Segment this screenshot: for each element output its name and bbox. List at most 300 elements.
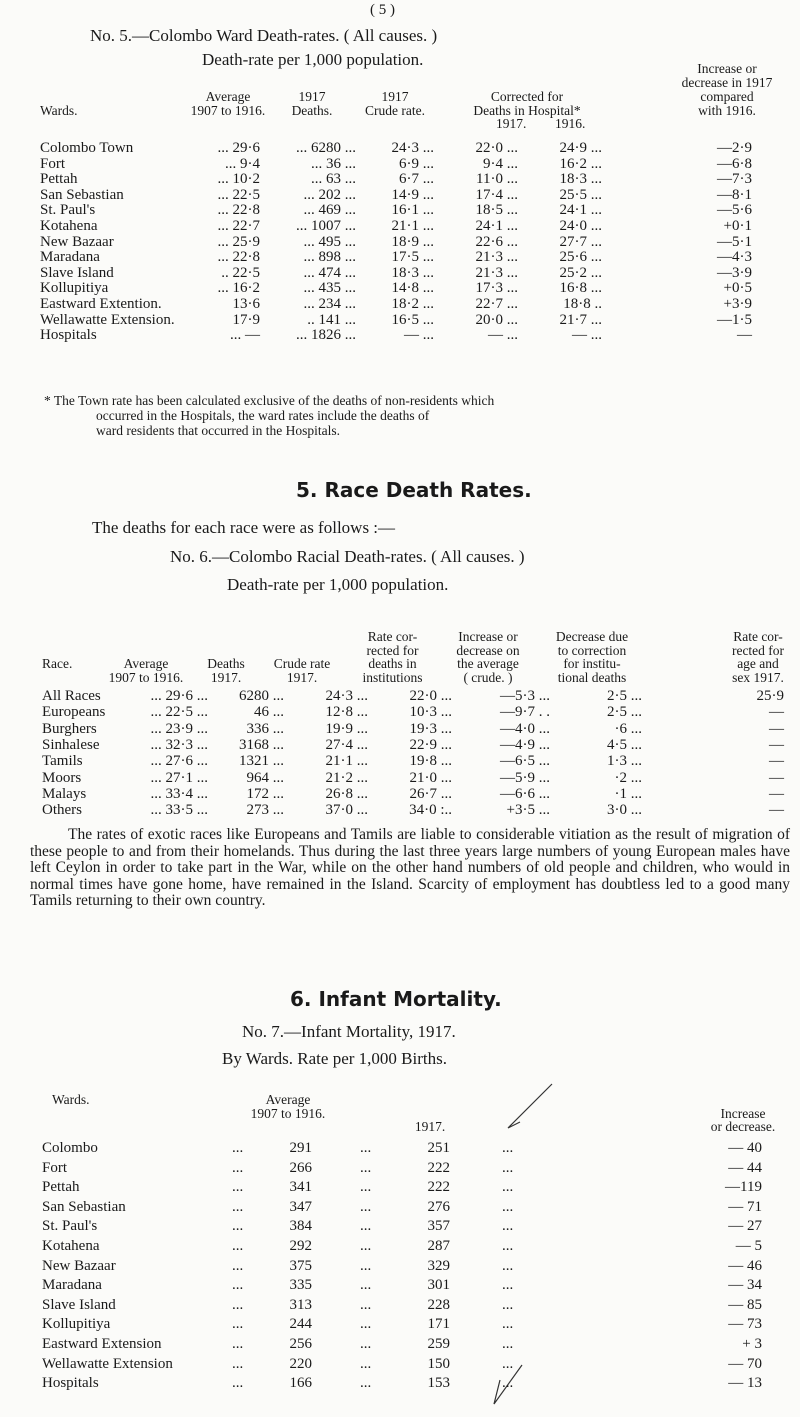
table5-average: ... 22·7: [217, 218, 260, 234]
table6-increase: —6·6 ...: [500, 785, 550, 802]
table5-average: ... —: [230, 327, 260, 344]
race-paragraph: The rates of exotic races like Europeans and Tamils are liable to considerable vitiation as the result of migration of these people to and from their homelands. Thus during the last three years large numbers of young European males have left Ceylon in order to take part in the War, while on the other hand numbers of old people and children, who would in normal times have gone home, have remained in the Island. Scarcity of employment has doubtless led to a good many Tamils returning to their own country.: [30, 826, 790, 909]
table6-decrease: 1·3 ...: [607, 753, 642, 770]
table6-average: ... 33·4 ...: [150, 785, 208, 802]
table6-race-name: Moors: [42, 769, 82, 786]
table5-crude-rate: 6·7 ...: [399, 171, 434, 188]
table5-ward-name: Eastward Extention.: [40, 296, 162, 312]
table7-dots: ...: [360, 1316, 372, 1333]
table6-corrected: 22·0 ...: [409, 688, 452, 704]
table7-dots: ...: [232, 1198, 244, 1215]
table5-head-crude: Crude rate.: [365, 103, 425, 118]
table7-dots: ...: [232, 1277, 244, 1294]
table6-age-sex-rate: —: [769, 753, 784, 770]
table7-dots: ...: [232, 1375, 244, 1392]
table7-head-decrease: or decrease.: [710, 1119, 776, 1134]
table7-dots: ...: [502, 1296, 514, 1313]
table7-ward-name: Kotahena: [42, 1238, 100, 1254]
table6-increase: —6·5 ...: [500, 753, 550, 770]
table5-deaths: ... 202 ...: [303, 186, 356, 203]
table6-head-dec-4: tional deaths: [557, 670, 627, 685]
table5-corrected-1917: 17·4 ...: [475, 186, 518, 203]
table7-average: 220: [289, 1355, 312, 1372]
table6-age-sex-rate: —: [769, 769, 784, 786]
table6-head-average-years: 1907 to 1916.: [108, 670, 184, 685]
table7-subcaption: By Wards. Rate per 1,000 Births.: [222, 1049, 447, 1068]
table5-average: ... 22·5: [217, 186, 260, 203]
table6-head-race: Race.: [42, 656, 73, 671]
table7-average: 347: [289, 1198, 312, 1215]
table6-head-age-2: rected for: [731, 643, 785, 658]
table6-age-sex-rate: —: [769, 802, 784, 819]
table6-corrected: 19·3 ...: [409, 720, 452, 737]
table6-increase: —5·3 ...: [500, 688, 550, 704]
table7-dots: ...: [232, 1159, 244, 1176]
table6-head-age-3: age and: [737, 656, 779, 671]
table5-deaths: .. 141 ...: [307, 311, 356, 328]
table7-ward-name: Wellawatte Extension: [42, 1355, 173, 1372]
table6-head-inc-4: ( crude. ): [463, 670, 513, 685]
table7-head-average: Average: [265, 1092, 311, 1107]
table6-head-corr-4: institutions: [362, 670, 423, 685]
table7-dots: ...: [502, 1218, 514, 1235]
table7-change: —119: [725, 1179, 762, 1196]
table5-footnote-line1: * The Town rate has been calculated exclusive of the deaths of non-residents which: [44, 393, 495, 408]
table5-crude-rate: 17·5 ...: [391, 249, 434, 266]
table5-change: —7·3: [717, 171, 752, 188]
table5-average: ... 9·4: [225, 155, 260, 172]
table5-corrected-1917: 21·3 ...: [475, 249, 518, 266]
table7-dots: ...: [360, 1140, 372, 1156]
table7-dots: ...: [360, 1238, 372, 1254]
table5-corrected-1916: 25·5 ...: [559, 186, 602, 203]
table7-ward-name: New Bazaar: [42, 1257, 116, 1274]
table5-head-corr-1917: 1917.: [496, 116, 527, 131]
table5-change: —6·8: [717, 155, 752, 172]
table7-head-average-years: 1907 to 1916.: [250, 1106, 326, 1121]
table6-race-name: All Races: [42, 688, 101, 704]
table6-head-dec-1: Decrease due: [555, 629, 629, 644]
table7-dots: ...: [502, 1198, 514, 1215]
table5-corrected-1917: 18·5 ...: [475, 202, 518, 219]
table5-deaths: ... 435 ...: [303, 280, 356, 297]
table5-change: —5·6: [717, 202, 752, 219]
table7-ward-name: Slave Island: [42, 1296, 116, 1313]
table7-change: — 70: [728, 1355, 762, 1372]
table6-increase: —4·9 ...: [500, 736, 550, 753]
table6-deaths: 6280 ...: [239, 688, 284, 704]
table7-average: 256: [289, 1336, 312, 1352]
table7-ward-name: San Sebastian: [42, 1198, 126, 1215]
table5-crude-rate: 18·2 ...: [391, 296, 434, 312]
table7-head-1917: 1917.: [414, 1119, 446, 1134]
table5-corrected-1916: 25·2 ...: [559, 264, 602, 281]
table6-corrected: 10·3 ...: [409, 704, 452, 721]
table7-dots: ...: [502, 1179, 514, 1196]
table7-dots: ...: [360, 1257, 372, 1274]
table5-change: —3·9: [717, 264, 752, 281]
table5-deaths: ... 474 ...: [303, 264, 356, 281]
table6-race-name: Tamils: [42, 753, 83, 770]
table7-dots: ...: [232, 1140, 244, 1156]
table7-dots: ...: [360, 1159, 372, 1176]
table7-change: — 46: [728, 1257, 762, 1274]
section5-heading: 5. Race Death Rates.: [296, 478, 532, 502]
table7-change: — 73: [728, 1316, 762, 1333]
table7-dots: ...: [360, 1179, 372, 1196]
table7-ward-name: Eastward Extension: [42, 1336, 162, 1352]
table5-corrected-1917: 21·3 ...: [475, 264, 518, 281]
table7-1917: 259: [427, 1336, 450, 1352]
table6-crude: 37·0 ...: [325, 802, 368, 819]
table5-head-crude-year: 1917: [381, 89, 409, 104]
table6-age-sex-rate: —: [769, 736, 784, 753]
table5-average: .. 22·5: [221, 264, 260, 281]
table5-deaths: ... 36 ...: [311, 155, 356, 172]
table5-deaths: ... 1007 ...: [296, 218, 356, 234]
table7-ward-name: St. Paul's: [42, 1218, 98, 1235]
table7-average: 166: [289, 1375, 312, 1392]
table7-1917: 150: [427, 1355, 450, 1372]
table5-footnote-line3: ward residents that occurred in the Hospitals.: [96, 423, 341, 438]
table5-crude-rate: 18·3 ...: [391, 264, 434, 281]
table6-head-average: Average: [123, 656, 169, 671]
table6-crude: 21·2 ...: [325, 769, 368, 786]
table6-head-inc-3: the average: [457, 656, 519, 671]
table6-crude: 21·1 ...: [325, 753, 368, 770]
table7-head-wards: Wards.: [52, 1092, 90, 1107]
table5-crude-rate: 24·3 ...: [391, 140, 434, 156]
table6-deaths: 336 ...: [246, 720, 284, 737]
table5-ward-name: Kollupitiya: [40, 280, 109, 297]
table5-deaths: ... 469 ...: [303, 202, 356, 219]
table6-subcaption: Death-rate per 1,000 population.: [227, 575, 449, 594]
table5-change: —: [737, 327, 752, 344]
section6-heading: 6. Infant Mortality.: [290, 987, 502, 1011]
table6-crude: 27·4 ...: [325, 736, 368, 753]
table5-ward-name: Wellawatte Extension.: [40, 311, 175, 328]
table6-corrected: 26·7 ...: [409, 785, 452, 802]
table6-age-sex-rate: 25·9: [756, 688, 784, 704]
table6-average: ... 27·6 ...: [150, 753, 208, 770]
table6-average: ... 27·1 ...: [150, 769, 208, 786]
table7-caption: No. 7.—Infant Mortality, 1917.: [242, 1022, 456, 1041]
table5-corrected-1917: 22·7 ...: [475, 296, 518, 312]
table6-deaths: 1321 ...: [239, 753, 284, 770]
table5-change: +0·5: [723, 280, 752, 297]
table6-head-dec-2: to correction: [557, 643, 627, 658]
table6-increase: —5·9 ...: [500, 769, 550, 786]
table6-increase: +3·5 ...: [506, 802, 550, 819]
table5-head-average-years: 1907 to 1916.: [190, 103, 266, 118]
table6-age-sex-rate: —: [769, 704, 784, 721]
table6-head-deaths: Deaths: [207, 656, 245, 671]
table7-ward-name: Kollupitiya: [42, 1316, 111, 1333]
table6-decrease: ·6 ...: [614, 720, 642, 737]
table7-average: 292: [289, 1238, 312, 1254]
table5-crude-rate: 14·8 ...: [391, 280, 434, 297]
table5-head-average: Average: [205, 89, 251, 104]
table6-crude: 12·8 ...: [325, 704, 368, 721]
table7-1917: 153: [427, 1375, 450, 1392]
table5-deaths: ... 234 ...: [303, 296, 356, 312]
table5-corrected-1917: — ...: [488, 327, 518, 344]
table6-crude: 24·3 ...: [325, 688, 368, 704]
table6-race-name: Malays: [42, 785, 87, 802]
table5-ward-name: Slave Island: [40, 264, 114, 281]
table5-head-deaths-year: 1917: [298, 89, 326, 104]
table5-corrected-1917: 22·6 ...: [475, 233, 518, 250]
table5-head-corrected: Corrected for: [490, 89, 564, 104]
table5-head-compared: compared: [700, 89, 754, 104]
table7-dots: ...: [502, 1336, 514, 1352]
table7-average: 266: [289, 1159, 312, 1176]
table7-dots: ...: [232, 1355, 244, 1372]
table5-change: —1·5: [717, 311, 752, 328]
table5-ward-name: Pettah: [40, 171, 78, 188]
table7-dots: ...: [232, 1316, 244, 1333]
table7-change: — 27: [728, 1218, 762, 1235]
table7-1917: 287: [427, 1238, 450, 1254]
table7-1917: 222: [427, 1159, 450, 1176]
table5-deaths: ... 1826 ...: [296, 327, 356, 344]
table7-head-increase: Increase: [720, 1106, 766, 1121]
table5-average: 13·6: [232, 296, 260, 312]
table7-dots: ...: [232, 1296, 244, 1313]
table7-average: 341: [289, 1179, 312, 1196]
table6-average: ... 23·9 ...: [150, 720, 208, 737]
table7-dots: ...: [502, 1159, 514, 1176]
table6-decrease: 2·5 ...: [607, 688, 642, 704]
table7-average: 384: [289, 1218, 312, 1235]
table5-corrected-1916: 16·8 ...: [559, 280, 602, 297]
table6-caption: No. 6.—Colombo Racial Death-rates. ( All causes. ): [170, 547, 525, 566]
table7-1917: 228: [427, 1296, 450, 1313]
table5-head-wards: Wards.: [40, 103, 78, 118]
table7-change: — 85: [728, 1296, 762, 1313]
table5-corrected-1917: 22·0 ...: [475, 140, 518, 156]
table5-corrected-1916: 24·0 ...: [559, 218, 602, 234]
table7-dots: ...: [232, 1336, 244, 1352]
table7-ward-name: Maradana: [42, 1277, 102, 1294]
table7-dots: ...: [502, 1257, 514, 1274]
table6-head-deaths-year: 1917.: [210, 670, 242, 685]
table6-head-corr-3: deaths in: [368, 656, 417, 671]
table5-corrected-1916: 18·3 ...: [559, 171, 602, 188]
table5-corrected-1917: 20·0 ...: [475, 311, 518, 328]
table6-deaths: 964 ...: [246, 769, 284, 786]
table6-head-corr-1: Rate cor-: [367, 629, 418, 644]
table7-dots: ...: [360, 1375, 372, 1392]
table6-head-age-4: sex 1917.: [732, 670, 784, 685]
table6-age-sex-rate: —: [769, 785, 784, 802]
table6-decrease: 4·5 ...: [607, 736, 642, 753]
table5-corrected-1916: 21·7 ...: [559, 311, 602, 328]
table7-ward-name: Hospitals: [42, 1375, 99, 1392]
table7-1917: 251: [427, 1140, 450, 1156]
table7-change: — 44: [728, 1159, 762, 1176]
table5-head-with1916: with 1916.: [698, 103, 756, 118]
table6-head-corr-2: rected for: [366, 643, 419, 658]
table5-crude-rate: 16·1 ...: [391, 202, 434, 219]
section5-intro: The deaths for each race were as follows :—: [92, 518, 396, 537]
table6-corrected: 34·0 :..: [409, 802, 452, 819]
table6-average: ... 33·5 ...: [150, 802, 208, 819]
table7-dots: ...: [502, 1355, 514, 1372]
table5-ward-name: St. Paul's: [40, 202, 96, 219]
table6-deaths: 46 ...: [254, 704, 284, 721]
table7-average: 375: [289, 1257, 312, 1274]
table5-ward-name: Kotahena: [40, 218, 98, 234]
table5-deaths: ... 6280 ...: [296, 140, 356, 156]
table6-increase: —9·7 . .: [500, 704, 550, 721]
table6-corrected: 22·9 ...: [409, 736, 452, 753]
table6-average: ... 22·5 ...: [150, 704, 208, 721]
table6-head-inc-1: Increase or: [458, 629, 518, 644]
table5-average: ... 22·8: [217, 249, 260, 266]
table5-average: ... 25·9: [217, 233, 260, 250]
table6-deaths: 3168 ...: [239, 736, 284, 753]
table7-dots: ...: [232, 1238, 244, 1254]
table5-ward-name: Colombo Town: [40, 140, 134, 156]
table7-dots: ...: [232, 1257, 244, 1274]
table5-average: ... 10·2: [217, 171, 260, 188]
table5-change: —4·3: [717, 249, 752, 266]
table5-corrected-1916: — ...: [572, 327, 602, 344]
table6-head-crude: Crude rate: [273, 656, 331, 671]
table7-dots: ...: [502, 1238, 514, 1254]
table7-average: 291: [289, 1140, 312, 1156]
table6-head-dec-3: for institu-: [563, 656, 621, 671]
table5-corrected-1916: 27·7 ...: [559, 233, 602, 250]
table5-crude-rate: 21·1 ...: [391, 218, 434, 234]
table7-dots: ...: [360, 1355, 372, 1372]
table5-ward-name: Hospitals: [40, 327, 97, 344]
table6-decrease: 2·5 ...: [607, 704, 642, 721]
table7-1917: 329: [427, 1257, 450, 1274]
table6-increase: —4·0 ...: [500, 720, 550, 737]
table5-corrected-1916: 18·8 ..: [563, 296, 602, 312]
table5-crude-rate: — ...: [404, 327, 434, 344]
table5-head-increase: Increase or: [697, 61, 757, 76]
table7-change: — 13: [728, 1375, 762, 1392]
table7-1917: 222: [427, 1179, 450, 1196]
table7-ward-name: Pettah: [42, 1179, 80, 1196]
table5-footnote-line2: occurred in the Hospitals, the ward rates include the deaths of: [96, 408, 430, 423]
table7-1917: 357: [427, 1218, 450, 1235]
table7-ward-name: Colombo: [42, 1140, 98, 1156]
table5-crude-rate: 18·9 ...: [391, 233, 434, 250]
table5-ward-name: New Bazaar: [40, 233, 114, 250]
table5-caption: No. 5.—Colombo Ward Death-rates. ( All causes. ): [90, 26, 438, 45]
table6-head-crude-year: 1917.: [286, 670, 318, 685]
table5-deaths: ... 63 ...: [311, 171, 356, 188]
table7-dots: ...: [232, 1179, 244, 1196]
table5-corrected-1916: 24·1 ...: [559, 202, 602, 219]
table6-deaths: 273 ...: [246, 802, 284, 819]
table5-head-decrease: decrease in 1917: [681, 75, 773, 90]
table5-crude-rate: 6·9 ...: [399, 155, 434, 172]
table7-dots: ...: [232, 1218, 244, 1235]
table6-decrease: ·1 ...: [614, 785, 642, 802]
table5-head-hospital: Deaths in Hospital*: [473, 103, 581, 118]
table7-dots: ...: [502, 1375, 514, 1392]
table7-change: — 40: [728, 1140, 762, 1156]
table7-average: 313: [289, 1296, 312, 1313]
table5-change: +0·1: [723, 218, 752, 234]
table5-average: ... 22·8: [217, 202, 260, 219]
table6-race-name: Sinhalese: [42, 736, 100, 753]
page-number: ( 5 ): [370, 2, 395, 18]
table7-average: 244: [289, 1316, 312, 1333]
table6-age-sex-rate: —: [769, 720, 784, 737]
table7-dots: ...: [502, 1316, 514, 1333]
table5-head-deaths: Deaths.: [291, 103, 333, 118]
table6-race-name: Europeans: [42, 704, 106, 721]
table7-change: — 5: [735, 1238, 762, 1254]
table5-ward-name: Maradana: [40, 249, 100, 266]
table6-head-age-1: Rate cor-: [733, 629, 783, 644]
table6-decrease: 3·0 ...: [607, 802, 642, 819]
table7-dots: ...: [360, 1296, 372, 1313]
table5-change: —8·1: [717, 186, 752, 203]
table7-1917: 276: [427, 1198, 450, 1215]
table5-change: —5·1: [717, 233, 752, 250]
table6-average: ... 29·6 ...: [150, 688, 208, 704]
table5-ward-name: Fort: [40, 155, 66, 172]
table5-corrected-1917: 11·0 ...: [476, 171, 518, 188]
table6-deaths: 172 ...: [246, 785, 284, 802]
table5-corrected-1917: 17·3 ...: [475, 280, 518, 297]
table5-change: —2·9: [717, 140, 752, 156]
table6-corrected: 19·8 ...: [409, 753, 452, 770]
table5-crude-rate: 16·5 ...: [391, 311, 434, 328]
table5-average: ... 29·6: [217, 140, 260, 156]
table7-dots: ...: [360, 1336, 372, 1352]
table5-corrected-1917: 24·1 ...: [475, 218, 518, 234]
table6-race-name: Burghers: [42, 720, 97, 737]
table5-head-corr-1916: 1916.: [555, 116, 586, 131]
table6-head-inc-2: decrease on: [456, 643, 520, 658]
table7-dots: ...: [502, 1140, 514, 1156]
table6-crude: 26·8 ...: [325, 785, 368, 802]
table6-average: ... 32·3 ...: [150, 736, 208, 753]
table5-ward-name: San Sebastian: [40, 186, 124, 203]
table5-average: 17·9: [232, 311, 260, 328]
table5-deaths: ... 898 ...: [303, 249, 356, 266]
table5-corrected-1916: 25·6 ...: [559, 249, 602, 266]
table7-dots: ...: [360, 1218, 372, 1235]
table5-deaths: ... 495 ...: [303, 233, 356, 250]
table5-average: ... 16·2: [217, 280, 260, 297]
table5-corrected-1917: 9·4 ...: [483, 155, 518, 172]
table7-dots: ...: [360, 1198, 372, 1215]
table5-corrected-1916: 16·2 ...: [559, 155, 602, 172]
table6-crude: 19·9 ...: [325, 720, 368, 737]
table5-crude-rate: 14·9 ...: [391, 186, 434, 203]
table7-average: 335: [289, 1277, 312, 1294]
table7-change: — 71: [728, 1198, 762, 1215]
table6-race-name: Others: [42, 802, 82, 819]
table7-change: — 34: [728, 1277, 762, 1294]
table5-corrected-1916: 24·9 ...: [559, 140, 602, 156]
table7-change: + 3: [742, 1336, 762, 1352]
table7-1917: 171: [427, 1316, 450, 1333]
table7-1917: 301: [427, 1277, 450, 1294]
table6-decrease: ·2 ...: [614, 769, 642, 786]
table7-dots: ...: [360, 1277, 372, 1294]
table5-subcaption: Death-rate per 1,000 population.: [202, 50, 424, 69]
